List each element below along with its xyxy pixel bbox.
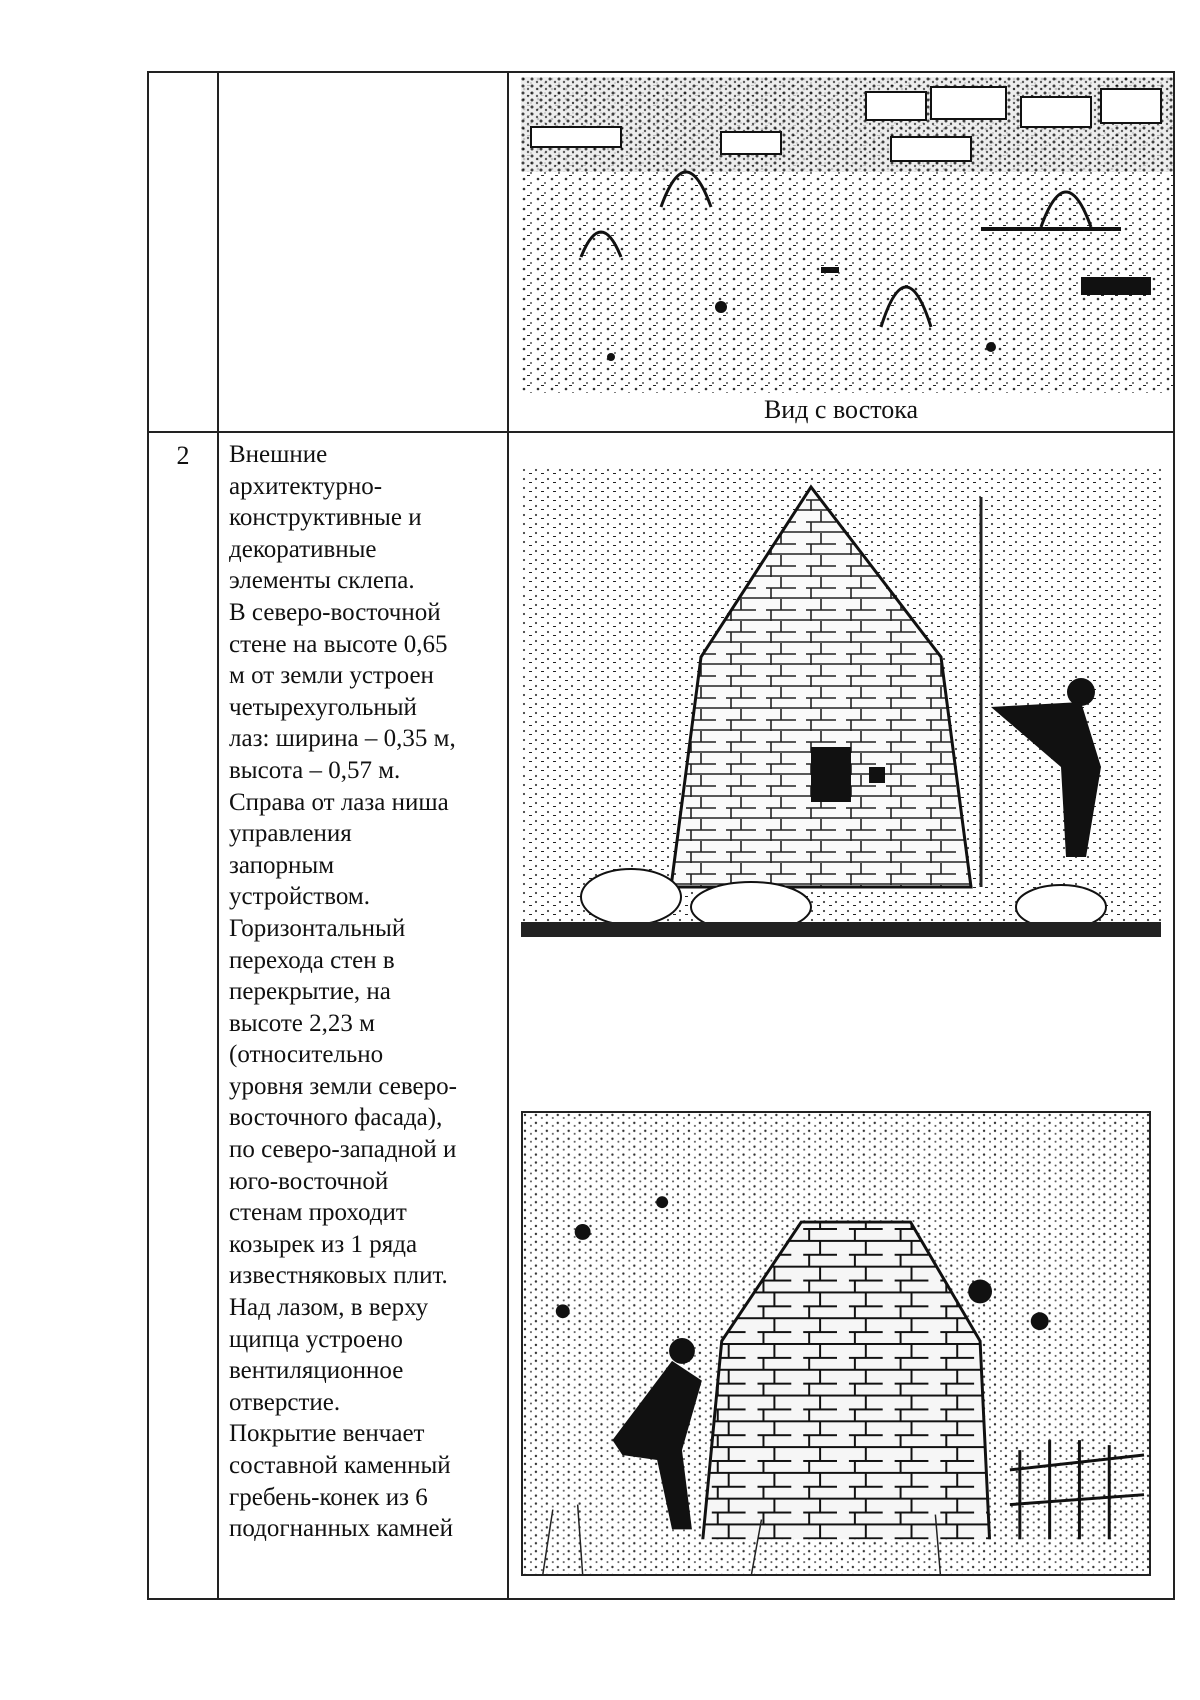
description-line: (относительно bbox=[229, 1041, 384, 1069]
description-line: Покрытие венчает bbox=[229, 1420, 425, 1448]
description-line: козырек из 1 ряда bbox=[229, 1230, 418, 1258]
photo-caption: Вид с востока bbox=[763, 395, 919, 424]
description-line: лаз: ширина – 0,35 м, bbox=[229, 725, 456, 753]
row-number: 2 bbox=[148, 432, 218, 1599]
description-line: элементы склепа. bbox=[229, 567, 415, 595]
description-line: запорным bbox=[229, 851, 335, 879]
photo-crypt-northeast-facade bbox=[521, 467, 1161, 937]
description-line: конструктивные и bbox=[229, 504, 422, 532]
description-line: высота – 0,57 м. bbox=[229, 756, 401, 784]
row-description bbox=[218, 72, 508, 432]
description-line: архитектурно- bbox=[229, 472, 383, 500]
description-line: декоративные bbox=[229, 535, 377, 563]
description-line: отверстие. bbox=[229, 1388, 341, 1416]
table-row bbox=[148, 72, 1174, 432]
row-description bbox=[218, 432, 508, 1599]
description-line: юго-восточной bbox=[229, 1167, 389, 1195]
photo-cell bbox=[508, 432, 1174, 1599]
description-line: уровня земли северо- bbox=[229, 1072, 457, 1100]
description-line: Справа от лаза ниша bbox=[229, 788, 449, 816]
heritage-object-table bbox=[147, 71, 1175, 1600]
description-line: по северо-западной и bbox=[229, 1136, 457, 1164]
description-line: щипца устроено bbox=[229, 1325, 403, 1353]
description-line: В северо-восточной bbox=[229, 598, 441, 626]
description-line: перекрытие, на bbox=[229, 978, 391, 1006]
description-line: управления bbox=[229, 820, 352, 848]
description-line: Над лазом, в верху bbox=[229, 1294, 429, 1322]
description-line: Горизонтальный bbox=[229, 914, 406, 942]
description-line: Внешние bbox=[229, 441, 328, 468]
photo-cell bbox=[508, 72, 1174, 432]
photo-east-view bbox=[521, 77, 1173, 393]
description-line: гребень-конек из 6 bbox=[229, 1483, 428, 1511]
photo-crypt-side-view bbox=[521, 1111, 1151, 1576]
description-line: известняковых плит. bbox=[229, 1262, 448, 1290]
description-line: устройством. bbox=[229, 883, 370, 911]
description-line: м от земли устроен bbox=[229, 662, 434, 690]
description-line: составной каменный bbox=[229, 1452, 451, 1479]
description-line: высоте 2,23 м bbox=[229, 1009, 375, 1037]
description-line: подогнанных камней bbox=[229, 1515, 453, 1543]
description-line: восточного фасада), bbox=[229, 1104, 443, 1132]
description-line: четырехугольный bbox=[229, 693, 417, 721]
description-line: стенам проходит bbox=[229, 1199, 407, 1227]
description-line: стене на высоте 0,65 bbox=[229, 630, 448, 658]
description-line: вентиляционное bbox=[229, 1357, 404, 1385]
table-row bbox=[148, 432, 1174, 1599]
description-line: перехода стен в bbox=[229, 946, 395, 974]
row-number bbox=[148, 72, 218, 432]
